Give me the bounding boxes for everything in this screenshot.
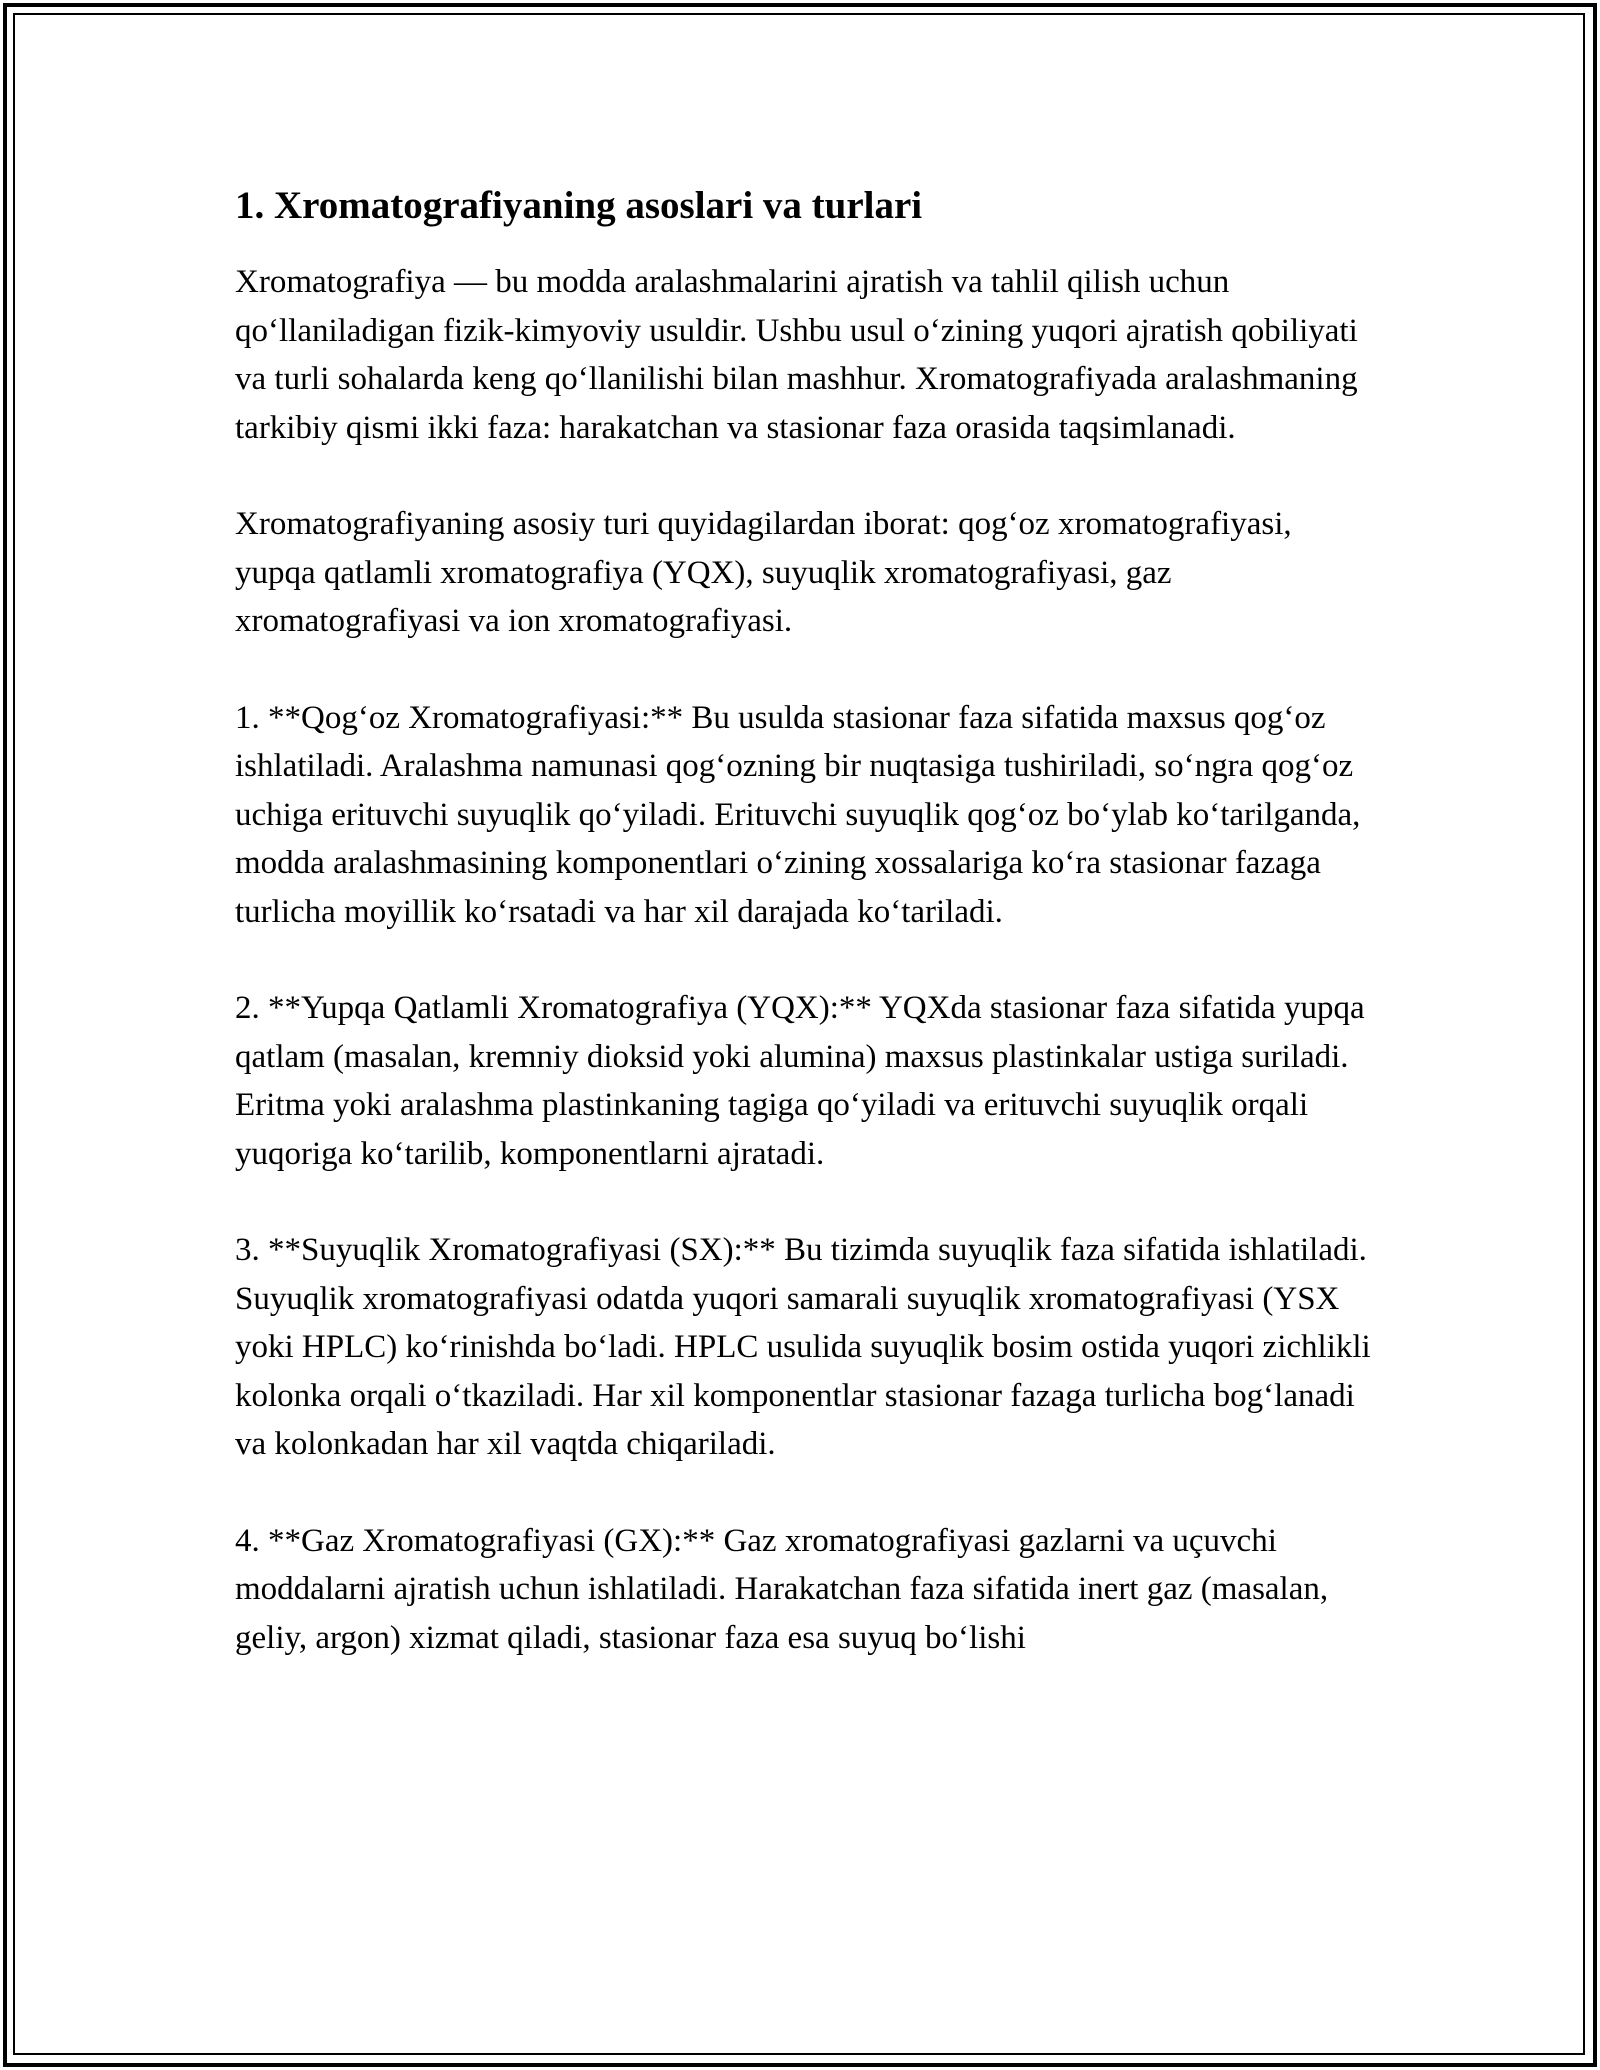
paragraph-intro: Xromatografiya — bu modda aralashmalarini ajratish va tahlil qilish uchun qo‘llaniladigan fizik-kimyoviy usuldir. Ushbu usul o‘zining yuqori ajratish qobiliyati va turli sohalarda keng qo‘llanilishi bilan mashhur. Xromatografiyada aralashmaning tarkibiy qismi ikki faza: harakatchan va stasionar faza orasida taqsimlanadi. <box>235 264 1358 446</box>
paragraph-liquid-chromatography: 3. **Suyuqlik Xromatografiyasi (SX):** Bu tizimda suyuqlik faza sifatida ishlatiladi. Suyuqlik xromatografiyasi odatda yuqori samarali suyuqlik xromatografiyasi (YSX yoki HPLC) ko‘rinishda bo‘ladi. HPLC usulida suyuqlik bosim ostida yuqori zichlikli kolonka orqali o‘tkaziladi. Har xil komponentlar stasionar fazaga turlicha bog‘lanadi va kolonkadan har xil vaqtda chiqariladi. <box>235 1232 1371 1462</box>
section-heading: 1. Xromatografiyaning asoslari va turlari <box>235 184 923 227</box>
paragraph-types-overview: Xromatografiyaning asosiy turi quyidagilardan iborat: qog‘oz xromatografiyasi, yupqa qatlamli xromatografiya (YQX), suyuqlik xromatografiyasi, gaz xromatografiyasi va ion xromatografiyasi. <box>235 506 1292 639</box>
paragraph-paper-chromatography: 1. **Qog‘oz Xromatografiyasi:** Bu usulda stasionar faza sifatida maxsus qog‘oz ishlatiladi. Aralashma namunasi qog‘ozning bir nuqtasiga tushiriladi, so‘ngra qog‘oz uchiga erituvchi suyuqlik qo‘yiladi. Erituvchi suyuqlik qog‘oz bo‘ylab ko‘tarilganda, modda aralashmasining komponentlari o‘zining xossalariga ko‘ra stasionar fazaga turlicha moyillik ko‘rsatadi va har xil darajada ko‘tariladi. <box>235 699 1361 930</box>
document-body <box>235 180 1375 1710</box>
paragraph-gas-chromatography: 4. **Gaz Xromatografiyasi (GX):** Gaz xromatografiyasi gazlarni va uçuvchi moddalarni ajratish uchun ishlatiladi. Harakatchan faza sifatida inert gaz (masalan, geliy, argon) xizmat qiladi, stasionar faza esa suyuq bo‘lishi <box>235 1522 1329 1656</box>
paragraph-thin-layer-chromatography: 2. **Yupqa Qatlamli Xromatografiya (YQX):** YQXda stasionar faza sifatida yupqa qatlam (masalan, kremniy dioksid yoki alumina) maxsus plastinkalar ustiga suriladi. Eritma yoki aralashma plastinkaning tagiga qo‘yiladi va erituvchi suyuqlik orqali yuqoriga ko‘tarilib, komponentlarni ajratadi. <box>235 990 1365 1172</box>
